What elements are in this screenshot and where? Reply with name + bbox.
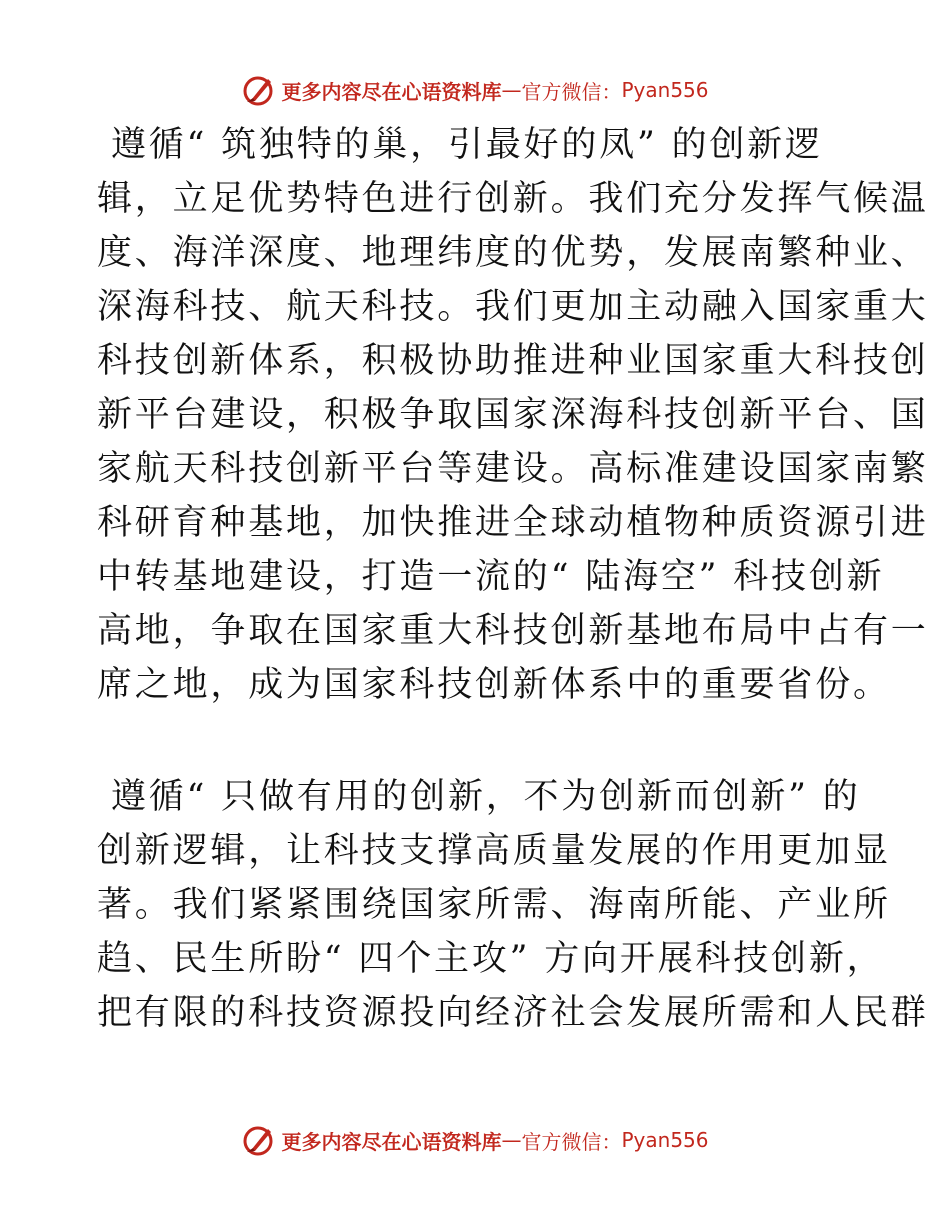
text-line: 家航天科技创新平台等建设。高标准建设国家南繁 <box>97 449 929 489</box>
text-line: 趋、民生所盼“ 四个主攻” 方向开展科技创新， <box>97 939 885 979</box>
text-line: 科研育种基地，加快推进全球动植物种质资源引进 <box>97 503 929 543</box>
text-line: 把有限的科技资源投向经济社会发展所需和人民群 <box>97 993 929 1033</box>
banner-wechat-label: 官方微信： <box>521 1129 622 1154</box>
text-line: 度、海洋深度、地理纬度的优势，发展南繁种业、 <box>97 233 929 273</box>
text-line: 高地，争取在国家重大科技创新基地布局中占有一 <box>97 611 929 651</box>
quill-pen-logo-icon <box>241 1122 277 1158</box>
footer-watermark <box>0 1120 950 1160</box>
quill-pen-logo-icon <box>241 72 277 108</box>
text-line: 辑，立足优势特色进行创新。我们充分发挥气候温 <box>97 179 929 219</box>
paragraph-1 <box>97 118 929 712</box>
text-line: 著。我们紧紧围绕国家所需、海南所能、产业所 <box>97 885 891 925</box>
text-line: 席之地，成为国家科技创新体系中的重要省份。 <box>97 665 891 705</box>
text-line: 深海科技、航天科技。我们更加主动融入国家重大 <box>97 287 929 327</box>
banner-main-text: 更多内容尽在心语资料库 <box>281 79 502 104</box>
text-line: 遵循“ 只做有用的创新，不为创新而创新” 的 <box>97 777 861 817</box>
banner-separator: — <box>501 1128 522 1152</box>
banner-wechat-id: Pyan556 <box>621 1128 709 1152</box>
text-line: 遵循“ 筑独特的巢，引最好的凤” 的创新逻 <box>97 125 823 165</box>
text-line: 科技创新体系，积极协助推进种业国家重大科技创 <box>97 341 929 381</box>
banner-main-text: 更多内容尽在心语资料库 <box>281 1129 502 1154</box>
text-line: 创新逻辑，让科技支撑高质量发展的作用更加显 <box>97 831 891 871</box>
text-line: 中转基地建设，打造一流的“ 陆海空” 科技创新 <box>97 557 885 597</box>
paragraph-2 <box>97 770 929 1040</box>
banner-wechat-label: 官方微信： <box>521 79 622 104</box>
text-line: 新平台建设，积极争取国家深海科技创新平台、国 <box>97 395 929 435</box>
banner-wechat-id: Pyan556 <box>621 78 709 102</box>
header-watermark <box>0 70 950 110</box>
banner-separator: — <box>501 78 522 102</box>
